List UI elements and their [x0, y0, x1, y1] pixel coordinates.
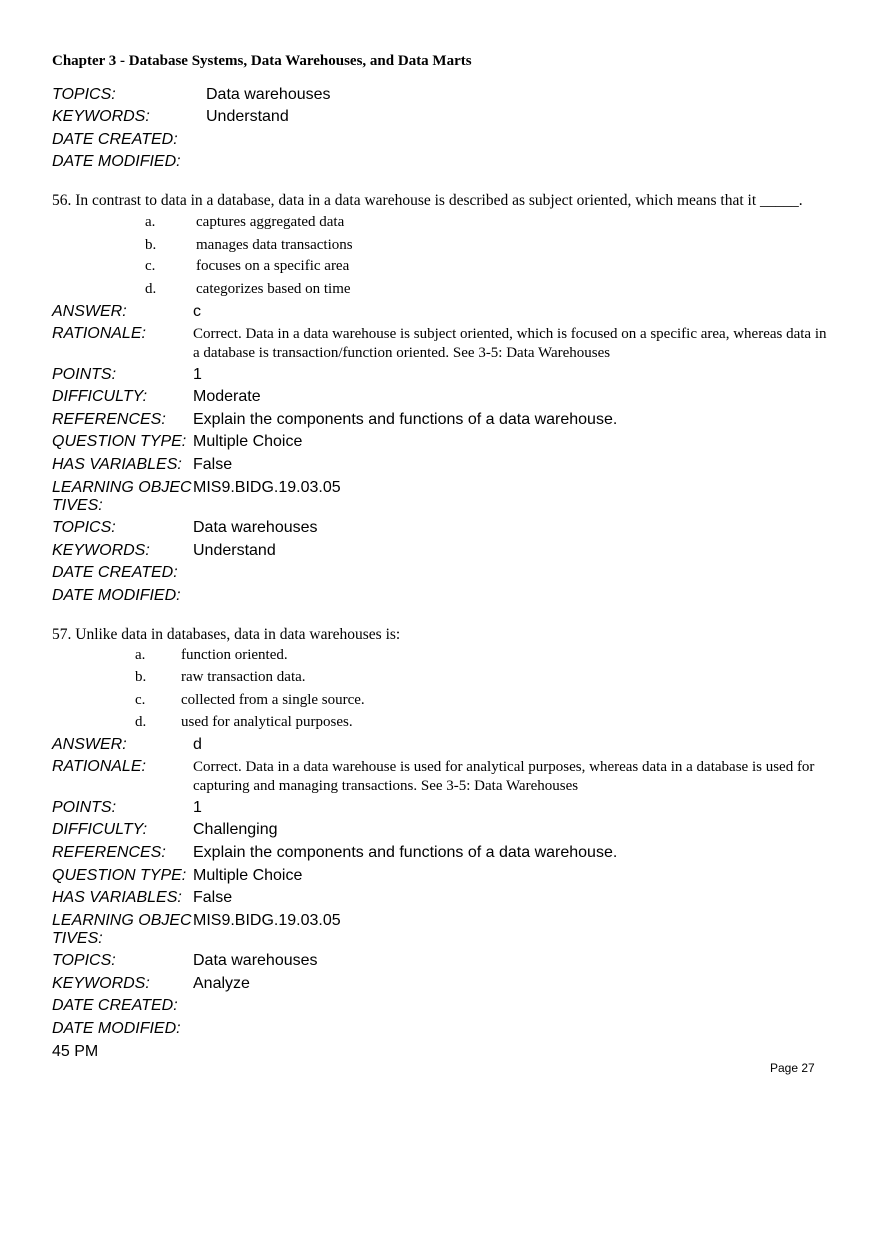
has-variables-value: False	[193, 889, 233, 906]
difficulty-value: Challenging	[193, 821, 278, 838]
option-letter: b.	[145, 237, 157, 253]
option-letter: b.	[135, 669, 147, 685]
learning-objectives-label: LEARNING OBJEC	[52, 479, 192, 496]
question-type-label: QUESTION TYPE:	[52, 867, 187, 884]
difficulty-value: Moderate	[193, 388, 261, 405]
date-modified-label: DATE MODIFIED:	[52, 587, 181, 604]
date-modified-label: DATE MODIFIED:	[52, 1020, 181, 1037]
answer-value: c	[193, 303, 201, 320]
option-text: manages data transactions	[196, 237, 353, 253]
points-value: 1	[193, 799, 202, 816]
rationale-label: RATIONALE:	[52, 325, 146, 342]
topics-value: Data warehouses	[206, 86, 331, 103]
option-text: captures aggregated data	[196, 214, 345, 230]
rationale-text: Correct. Data in a data warehouse is used for analytical purposes, whereas data in a database is used for capturing and managing transactions. See 3-5: Data Warehouses	[193, 759, 815, 794]
learning-objectives-value: MIS9.BIDG.19.03.05	[193, 912, 341, 929]
points-label: POINTS:	[52, 366, 117, 383]
keywords-value: Analyze	[193, 975, 250, 992]
references-value: Explain the components and functions of a data warehouse.	[193, 411, 618, 428]
topics-value: Data warehouses	[193, 952, 318, 969]
question-type-value: Multiple Choice	[193, 433, 303, 450]
option-text: function oriented.	[181, 647, 288, 663]
question-type-value: Multiple Choice	[193, 867, 303, 884]
difficulty-label: DIFFICULTY:	[52, 821, 148, 838]
points-label: POINTS:	[52, 799, 117, 816]
answer-value: d	[193, 736, 202, 753]
topics-label: TOPICS:	[52, 952, 116, 969]
references-label: REFERENCES:	[52, 411, 166, 428]
option-letter: d.	[145, 281, 157, 297]
keywords-label: KEYWORDS:	[52, 542, 150, 559]
option-text: raw transaction data.	[181, 669, 306, 685]
has-variables-label: HAS VARIABLES:	[52, 456, 182, 473]
keywords-value: Understand	[206, 108, 289, 125]
keywords-value: Understand	[193, 542, 276, 559]
option-letter: c.	[145, 258, 156, 274]
references-value: Explain the components and functions of a data warehouse.	[193, 844, 618, 861]
answer-label: ANSWER:	[52, 303, 127, 320]
option-letter: a.	[135, 647, 146, 663]
rationale-text: Correct. Data in a data warehouse is subject oriented, which is focused on a specific area, whereas data in a database is transaction/function oriented. See 3-5: Data Warehouses	[193, 326, 827, 361]
topics-label: TOPICS:	[52, 86, 116, 103]
date-created-label: DATE CREATED:	[52, 564, 178, 581]
option-text: focuses on a specific area	[196, 258, 350, 274]
page-number: Page 27	[770, 1061, 815, 1075]
has-variables-value: False	[193, 456, 233, 473]
answer-label: ANSWER:	[52, 736, 127, 753]
footer-time: 45 PM	[52, 1043, 99, 1060]
question-type-label: QUESTION TYPE:	[52, 433, 187, 450]
option-text: used for analytical purposes.	[181, 714, 353, 730]
rationale-label: RATIONALE:	[52, 758, 146, 775]
keywords-label: KEYWORDS:	[52, 975, 150, 992]
difficulty-label: DIFFICULTY:	[52, 388, 148, 405]
has-variables-label: HAS VARIABLES:	[52, 889, 182, 906]
learning-objectives-label: LEARNING OBJEC	[52, 912, 192, 929]
question-stem: 57. Unlike data in databases, data in data warehouses is:	[52, 626, 401, 643]
date-modified-label: DATE MODIFIED:	[52, 153, 181, 170]
date-created-label: DATE CREATED:	[52, 131, 178, 148]
question-stem: 56. In contrast to data in a database, data in a data warehouse is described as subject oriented, which means that it _____.	[52, 192, 803, 209]
points-value: 1	[193, 366, 202, 383]
chapter-title: Chapter 3 - Database Systems, Data Warehouses, and Data Marts	[52, 53, 472, 69]
option-letter: c.	[135, 692, 146, 708]
learning-objectives-value: MIS9.BIDG.19.03.05	[193, 479, 341, 496]
learning-objectives-label-cont: TIVES:	[52, 497, 103, 514]
topics-label: TOPICS:	[52, 519, 116, 536]
option-letter: a.	[145, 214, 156, 230]
option-text: collected from a single source.	[181, 692, 365, 708]
date-created-label: DATE CREATED:	[52, 997, 178, 1014]
references-label: REFERENCES:	[52, 844, 166, 861]
option-letter: d.	[135, 714, 147, 730]
keywords-label: KEYWORDS:	[52, 108, 150, 125]
learning-objectives-label-cont: TIVES:	[52, 930, 103, 947]
topics-value: Data warehouses	[193, 519, 318, 536]
option-text: categorizes based on time	[196, 281, 351, 297]
